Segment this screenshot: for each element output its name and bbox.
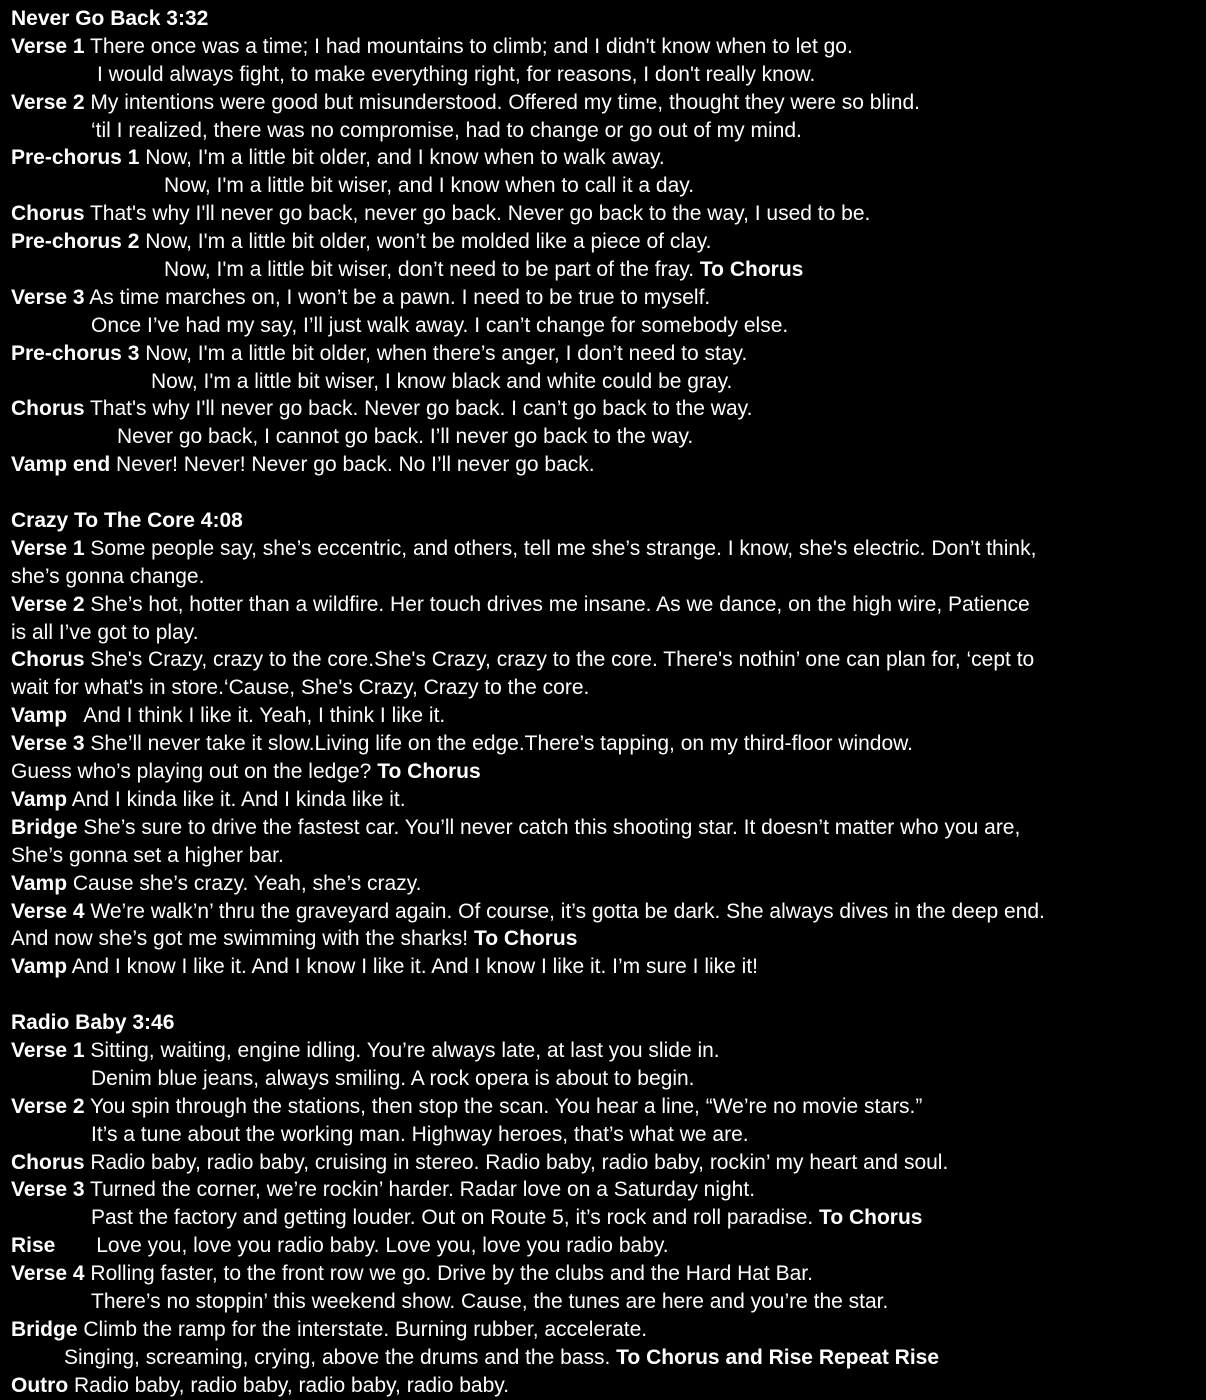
- lyric-line: [11, 1093, 1203, 1121]
- blank-line: [11, 981, 1203, 1009]
- chorus-reference: To Chorus: [699, 258, 804, 282]
- section-label: Chorus: [11, 202, 85, 226]
- lyric-line: [11, 312, 1203, 340]
- song-title: Crazy To The Core 4:08: [11, 509, 243, 533]
- lyric-line: [11, 1344, 1203, 1372]
- section-label: Verse 2: [11, 90, 85, 114]
- section-label: Verse 3: [11, 1178, 85, 1202]
- section-label: Verse 3: [11, 285, 85, 309]
- lyric-text: Turned the corner, we’re rockin’ harder. Radar love on a Saturday night.: [90, 1178, 756, 1202]
- section-label: Vamp: [11, 787, 68, 811]
- lyric-line: [11, 117, 1203, 145]
- lyric-text: There once was a time; I had mountains to climb; and I didn't know when to let go.: [90, 34, 853, 58]
- lyric-line: [11, 619, 1203, 647]
- lyric-text: Some people say, she’s eccentric, and others, tell me she’s strange. I know, she's electric. Don’t think,: [90, 536, 1037, 560]
- lyric-line: [11, 1149, 1203, 1177]
- lyric-line: [11, 200, 1203, 228]
- lyric-text: Now, I'm a little bit wiser, I know black and white could be gray.: [151, 369, 733, 393]
- blank-line: [11, 479, 1203, 507]
- section-label: Verse 1: [11, 536, 85, 560]
- lyric-line: [11, 925, 1203, 953]
- lyric-line: [11, 674, 1203, 702]
- section-label: Outro: [11, 1373, 69, 1397]
- lyric-text: Now, I'm a little bit wiser, and I know when to call it a day.: [164, 174, 695, 198]
- lyric-line: [11, 1316, 1203, 1344]
- section-label: Verse 2: [11, 1094, 85, 1118]
- lyric-line: [11, 702, 1203, 730]
- section-label: Verse 1: [11, 34, 85, 58]
- lyric-line: [11, 1288, 1203, 1316]
- lyric-text: She's Crazy, crazy to the core.She's Crazy, crazy to the core. There's nothin’ one can plan for, ‘cept to: [90, 648, 1035, 672]
- lyric-text: My intentions were good but misunderstood. Offered my time, thought they were so blind.: [90, 90, 920, 114]
- lyric-line: [11, 1372, 1203, 1400]
- lyric-line: [11, 1037, 1203, 1065]
- chorus-reference: To Chorus: [473, 927, 578, 951]
- lyric-line: [11, 563, 1203, 591]
- chorus-reference: To Chorus: [377, 760, 481, 784]
- lyric-line: [11, 395, 1203, 423]
- section-label: Chorus: [11, 1150, 85, 1174]
- lyric-text: She’s sure to drive the fastest car. You’ll never catch this shooting star. It doesn’t matter who you are,: [83, 815, 1021, 839]
- lyric-line: [11, 646, 1203, 674]
- section-label: Rise: [11, 1234, 56, 1258]
- lyric-text: Never go back, I cannot go back. I’ll never go back to the way.: [117, 425, 694, 449]
- lyric-line: [11, 953, 1203, 981]
- lyric-line: [11, 591, 1203, 619]
- lyric-line: [11, 1204, 1203, 1232]
- lyric-line: [11, 144, 1203, 172]
- lyric-text: she’s gonna change.: [11, 564, 205, 588]
- lyric-text: Climb the ramp for the interstate. Burning rubber, accelerate.: [83, 1317, 648, 1341]
- lyric-text: Sitting, waiting, engine idling. You’re always late, at last you slide in.: [90, 1038, 720, 1062]
- section-label: Bridge: [11, 1317, 78, 1341]
- lyric-text: It’s a tune about the working man. Highway heroes, that’s what we are.: [91, 1122, 749, 1146]
- lyric-line: [11, 1121, 1203, 1149]
- song-title: Never Go Back: [11, 7, 161, 30]
- lyric-text: We’re walk’n’ thru the graveyard again. Of course, it’s gotta be dark. She always dives in the deep end.: [90, 899, 1045, 923]
- section-label: Pre-chorus 2: [11, 230, 140, 254]
- lyric-text: That's why I'll never go back, never go back. Never go back to the way, I used to be.: [89, 202, 871, 226]
- song-title-line: [11, 1009, 1203, 1037]
- lyric-line: [11, 284, 1203, 312]
- section-label: Chorus: [11, 648, 85, 672]
- lyric-line: [11, 172, 1203, 200]
- section-label: Verse 1: [11, 1038, 85, 1062]
- lyric-text: Never! Never! Never go back. No I’ll never go back.: [116, 453, 595, 477]
- lyric-line: [11, 842, 1203, 870]
- section-label: Vamp: [11, 871, 68, 895]
- lyric-text: She’s hot, hotter than a wildfire. Her touch drives me insane. As we dance, on the high wire, Patience: [90, 592, 1030, 616]
- lyric-text: I would always fight, to make everything right, for reasons, I don't really know.: [97, 62, 816, 86]
- lyric-text: Cause she’s crazy. Yeah, she’s crazy.: [72, 871, 422, 895]
- section-reference: and Rise: [725, 1345, 813, 1369]
- lyric-text: Now, I'm a little bit older, when there’s anger, I don’t need to stay.: [145, 341, 748, 365]
- lyric-text: And now she’s got me swimming with the sharks!: [11, 927, 469, 951]
- lyric-line: [11, 898, 1203, 926]
- section-label: Verse 2: [11, 592, 85, 616]
- lyric-text: And I kinda like it. And I kinda like it.: [71, 787, 406, 811]
- section-label: Pre-chorus 1: [11, 146, 140, 170]
- section-label: Chorus: [11, 397, 85, 421]
- lyric-line: [11, 1260, 1203, 1288]
- section-label: Vamp: [11, 955, 68, 979]
- lyrics-document: [11, 5, 1203, 1400]
- lyric-text: There’s no stoppin’ this weekend show. Cause, the tunes are here and you’re the star.: [91, 1289, 889, 1313]
- lyric-text: As time marches on, I won’t be a pawn. I need to be true to myself.: [89, 285, 711, 309]
- section-reference: Repeat Rise: [818, 1345, 940, 1369]
- lyric-text: Past the factory and getting louder. Out on Route 5, it’s rock and roll paradise.: [91, 1206, 814, 1230]
- lyric-text: Now, I'm a little bit older, and I know when to walk away.: [145, 146, 665, 170]
- lyric-line: [11, 340, 1203, 368]
- lyric-line: [11, 730, 1203, 758]
- section-label: Vamp end: [11, 453, 111, 477]
- lyric-text: Radio baby, radio baby, radio baby, radio baby.: [74, 1373, 510, 1397]
- lyric-line: [11, 1232, 1203, 1260]
- chorus-reference: To Chorus: [819, 1206, 923, 1230]
- lyric-text: Denim blue jeans, always smiling. A rock opera is about to begin.: [91, 1066, 695, 1090]
- lyric-text: Singing, screaming, crying, above the drums and the bass.: [64, 1345, 611, 1369]
- lyric-text: Now, I'm a little bit wiser, don’t need to be part of the fray.: [164, 258, 695, 282]
- lyric-line: [11, 33, 1203, 61]
- lyric-text: Now, I'm a little bit older, won’t be molded like a piece of clay.: [145, 230, 712, 254]
- section-label: Vamp: [11, 704, 73, 728]
- song-title-line: [11, 507, 1203, 535]
- lyric-text: You spin through the stations, then stop the scan. You hear a line, “We’re no movie stars.”: [90, 1094, 923, 1118]
- lyric-text: That's why I'll never go back. Never go back. I can’t go back to the way.: [89, 397, 753, 421]
- section-label: Verse 4: [11, 899, 85, 923]
- lyric-line: [11, 61, 1203, 89]
- section-label: Bridge: [11, 815, 78, 839]
- lyric-text: is all I’ve got to play.: [11, 620, 199, 644]
- lyric-line: [11, 423, 1203, 451]
- song-title-line: [11, 5, 1203, 33]
- lyric-line: [11, 535, 1203, 563]
- song-title: Radio Baby 3:46: [11, 1011, 175, 1035]
- lyric-line: [11, 758, 1203, 786]
- lyric-line: [11, 1065, 1203, 1093]
- lyric-text: Guess who’s playing out on the ledge?: [11, 760, 372, 784]
- lyric-line: [11, 1176, 1203, 1204]
- lyric-line: [11, 814, 1203, 842]
- lyric-text: She’ll never take it slow.Living life on the edge.There’s tapping, on my third-floor window.: [90, 732, 913, 756]
- lyric-text: Love you, love you radio baby. Love you, love you radio baby.: [61, 1234, 669, 1258]
- lyric-line: [11, 89, 1203, 117]
- section-label: Verse 3: [11, 732, 85, 756]
- lyric-text: Rolling faster, to the front row we go. Drive by the clubs and the Hard Hat Bar.: [90, 1262, 813, 1286]
- lyric-text: And I know I like it. And I know I like it. And I know I like it. I’m sure I like it!: [71, 955, 758, 979]
- lyric-text: ‘til I realized, there was no compromise, had to change or go out of my mind.: [91, 118, 802, 142]
- lyric-text: And I think I like it. Yeah, I think I like it.: [78, 704, 446, 728]
- lyric-text: Radio baby, radio baby, cruising in stereo. Radio baby, radio baby, rockin’ my heart and soul.: [90, 1150, 949, 1174]
- lyric-line: [11, 451, 1203, 479]
- section-label: Pre-chorus 3: [11, 341, 140, 365]
- lyric-line: [11, 870, 1203, 898]
- lyric-line: [11, 228, 1203, 256]
- lyric-text: She’s gonna set a higher bar.: [11, 843, 284, 867]
- song-duration: 3:32: [166, 7, 209, 30]
- lyric-text: wait for what's in store.‘Cause, She's Crazy, Crazy to the core.: [11, 676, 590, 700]
- lyric-line: [11, 368, 1203, 396]
- lyric-line: [11, 256, 1203, 284]
- section-reference: To Chorus: [616, 1345, 720, 1369]
- section-label: Verse 4: [11, 1262, 85, 1286]
- lyric-text: Once I’ve had my say, I’ll just walk away. I can’t change for somebody else.: [91, 313, 789, 337]
- lyric-line: [11, 786, 1203, 814]
